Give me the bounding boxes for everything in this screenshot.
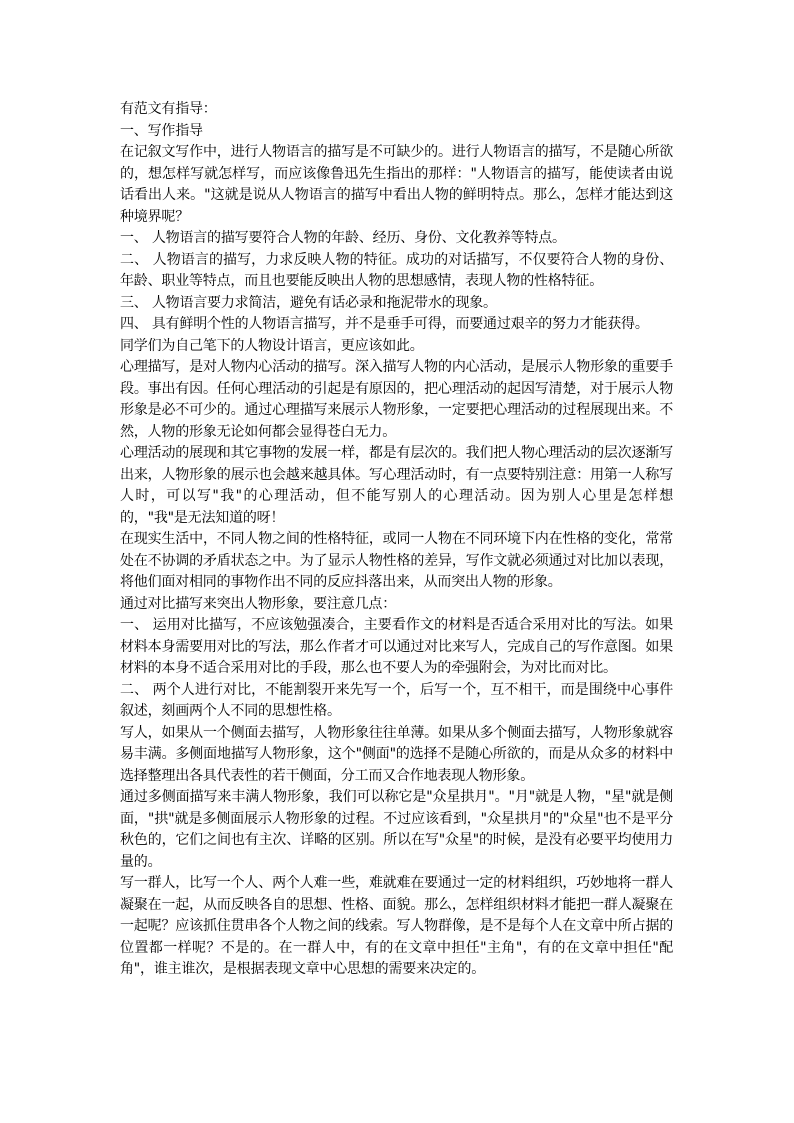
paragraph-14: 通过多侧面描写来丰满人物形象，我们可以称它是"众星拱月"。"月"就是人物，"星"就是侧面，"拱"就是多侧面展示人物形象的过程。不过应该看到，"众星拱月"的"众星"也不是平分秋色的，它们之间也有主次、详略的区别。所以在写"众星"的时候，是没有必要平均使用力量的。 [120, 789, 673, 870]
paragraph-12: 二、 两个人进行对比，不能割裂开来先写一个，后写一个，互不相干，而是围绕中心事件叙述，刻画两个人不同的思想性格。 [120, 681, 673, 719]
paragraph-2: 一、 人物语言的描写要符合人物的年龄、经历、身份、文化教养等特点。 [120, 230, 566, 246]
paragraph-15: 写一群人，比写一个人、两个人难一些，难就难在要通过一定的材料组织，巧妙地将一群人凝聚在一起，从而反映各自的思想、性格、面貌。那么，怎样组织材料才能把一群人凝聚在一起呢？应该抓住贯串各个人物之间的线索。写人物群像，是不是每个人在文章中所占据的位置都一样呢？不是的。在一群人中，有的在文章中担任"主角"，有的在文章中担任"配角"，谁主谁次，是根据表现文章中心思想的需要来决定的。 [120, 875, 673, 977]
paragraph-7: 心理描写，是对人物内心活动的描写。深入描写人物的内心活动，是展示人物形象的重要手段。事出有因。任何心理活动的引起是有原因的，把心理活动的起因写清楚，对于展示人物形象是必不可少的。通过心理描写来展示人物形象，一定要把心理活动的过程展现出来。不然，人物的形象无论如何都会显得苍白无力。 [120, 359, 673, 440]
paragraph-5: 四、 具有鲜明个性的人物语言描写，并不是垂手可得，而要通过艰辛的努力才能获得。 [120, 316, 649, 332]
paragraph-1: 在记叙文写作中，进行人物语言的描写是不可缺少的。进行人物语言的描写，不是随心所欲的，想怎样写就怎样写，而应该像鲁迅先生指出的那样："人物语言的描写，能使读者由说话看出人来。"这就是说从人物语言的描写中看出人物的鲜明特点。那么，怎样才能达到这种境界呢？ [120, 144, 673, 225]
document-body [120, 99, 673, 981]
section-heading: 一、写作指导 [120, 122, 203, 139]
paragraph-4: 三、 人物语言要力求简洁，避免有话必录和拖泥带水的现象。 [120, 294, 497, 311]
paragraph-11: 一、 运用对比描写，不应该勉强凑合，主要看作文的材料是否适合采用对比的写法。如果材料本身需要用对比的写法，那么作者才可以通过对比来写人，完成自己的写作意图。如果材料的本身不适合采用对比的手段，那么也不要人为的牵强附会，为对比而对比。 [120, 617, 673, 676]
paragraph-10: 通过对比描写来突出人物形象，要注意几点： [120, 595, 396, 612]
paragraph-13: 写人，如果从一个侧面去描写，人物形象往往单薄。如果从多个侧面去描写，人物形象就容易丰满。多侧面地描写人物形象，这个"侧面"的选择不是随心所欲的，而是从众多的材料中选择整理出各具代表性的若干侧面，分工而又合作地表现人物形象。 [120, 724, 673, 784]
intro-line: 有范文有指导： [120, 101, 217, 117]
paragraph-3: 二、 人物语言的描写，力求反映人物的特征。成功的对话描写，不仅要符合人物的身份、年龄、职业等特点，而且也要能反映出人物的思想感情，表现人物的性格特征。 [120, 251, 673, 289]
paragraph-8: 心理活动的展现和其它事物的发展一样，都是有层次的。我们把人物心理活动的层次逐渐写出来，人物形象的展示也会越来越具体。写心理活动时，有一点要特别注意：用第一人称写人时，可以写"我"的心理活动，但不能写别人的心理活动。因为别人心里是怎样想的，"我"是无法知道的呀！ [120, 445, 673, 526]
paragraph-9: 在现实生活中，不同人物之间的性格特征，或同一人物在不同环境下内在性格的变化，常常处在不协调的矛盾状态之中。为了显示人物性格的差异，写作文就必须通过对比加以表现，将他们面对相同的事物作出不同的反应抖落出来，从而突出人物的形象。 [120, 531, 673, 590]
paragraph-6: 同学们为自己笔下的人物设计语言，更应该如此。 [120, 337, 424, 354]
